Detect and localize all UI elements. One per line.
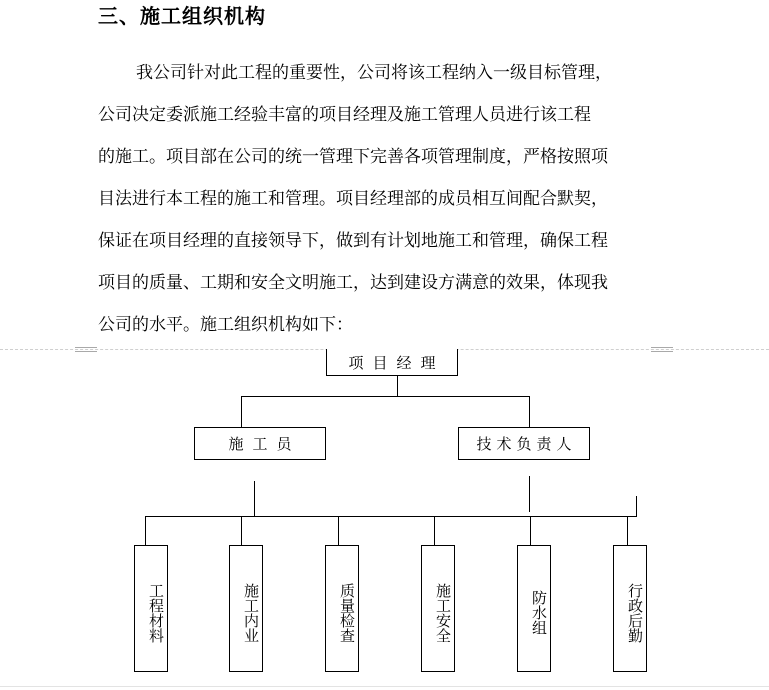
connector-tech-down	[529, 476, 530, 512]
paragraph-line-2: 公司决定委派施工经验丰富的项目经理及施工管理人员进行该工程	[98, 105, 591, 125]
paragraph-line-3: 的施工。项目部在公司的统一管理下完善各项管理制度，严格按照项	[98, 147, 608, 167]
connector-to-technical-lead	[529, 396, 530, 427]
connector-level3-bar	[145, 516, 637, 517]
connector-staff-down	[254, 481, 255, 517]
box-construction-safety: 施工安全	[421, 545, 455, 672]
box-project-manager: 项目经理	[326, 349, 458, 376]
section-heading: 三、施工组织机构	[98, 4, 266, 28]
box-materials: 工程材料	[134, 545, 168, 672]
connector-to-box-6	[627, 516, 628, 545]
page-bottom-rule	[0, 686, 769, 687]
paragraph-line-1: 我公司针对此工程的重要性，公司将该工程纳入一级目标管理，	[136, 63, 612, 83]
connector-to-box-1	[145, 516, 146, 545]
connector-level2-bar	[241, 396, 530, 397]
box-internal-work: 施工内业	[229, 545, 263, 672]
box-technical-lead: 技术负责人	[458, 427, 590, 460]
box-admin-logistics: 行政后勤	[613, 545, 647, 672]
box-waterproof-team: 防水组	[517, 545, 551, 672]
connector-top-down	[397, 375, 398, 396]
box-quality-check: 质量检查	[325, 545, 359, 672]
box-construction-staff: 施工员	[194, 427, 326, 460]
connector-to-box-2	[241, 516, 242, 545]
connector-to-construction-staff	[241, 396, 242, 427]
paragraph-line-4: 目法进行本工程的施工和管理。项目经理部的成员相互间配合默契，	[98, 189, 608, 209]
paragraph-line-7: 公司的水平。施工组织机构如下：	[98, 315, 353, 335]
connector-right-stub	[636, 496, 637, 517]
paragraph-line-5: 保证在项目经理的直接领导下，做到有计划地施工和管理，确保工程	[98, 231, 608, 251]
connector-to-box-4	[434, 516, 435, 545]
connector-to-box-5	[530, 516, 531, 545]
connector-to-box-3	[338, 516, 339, 545]
paragraph-line-6: 项目的质量、工期和安全文明施工，达到建设方满意的效果，体现我	[98, 273, 608, 293]
